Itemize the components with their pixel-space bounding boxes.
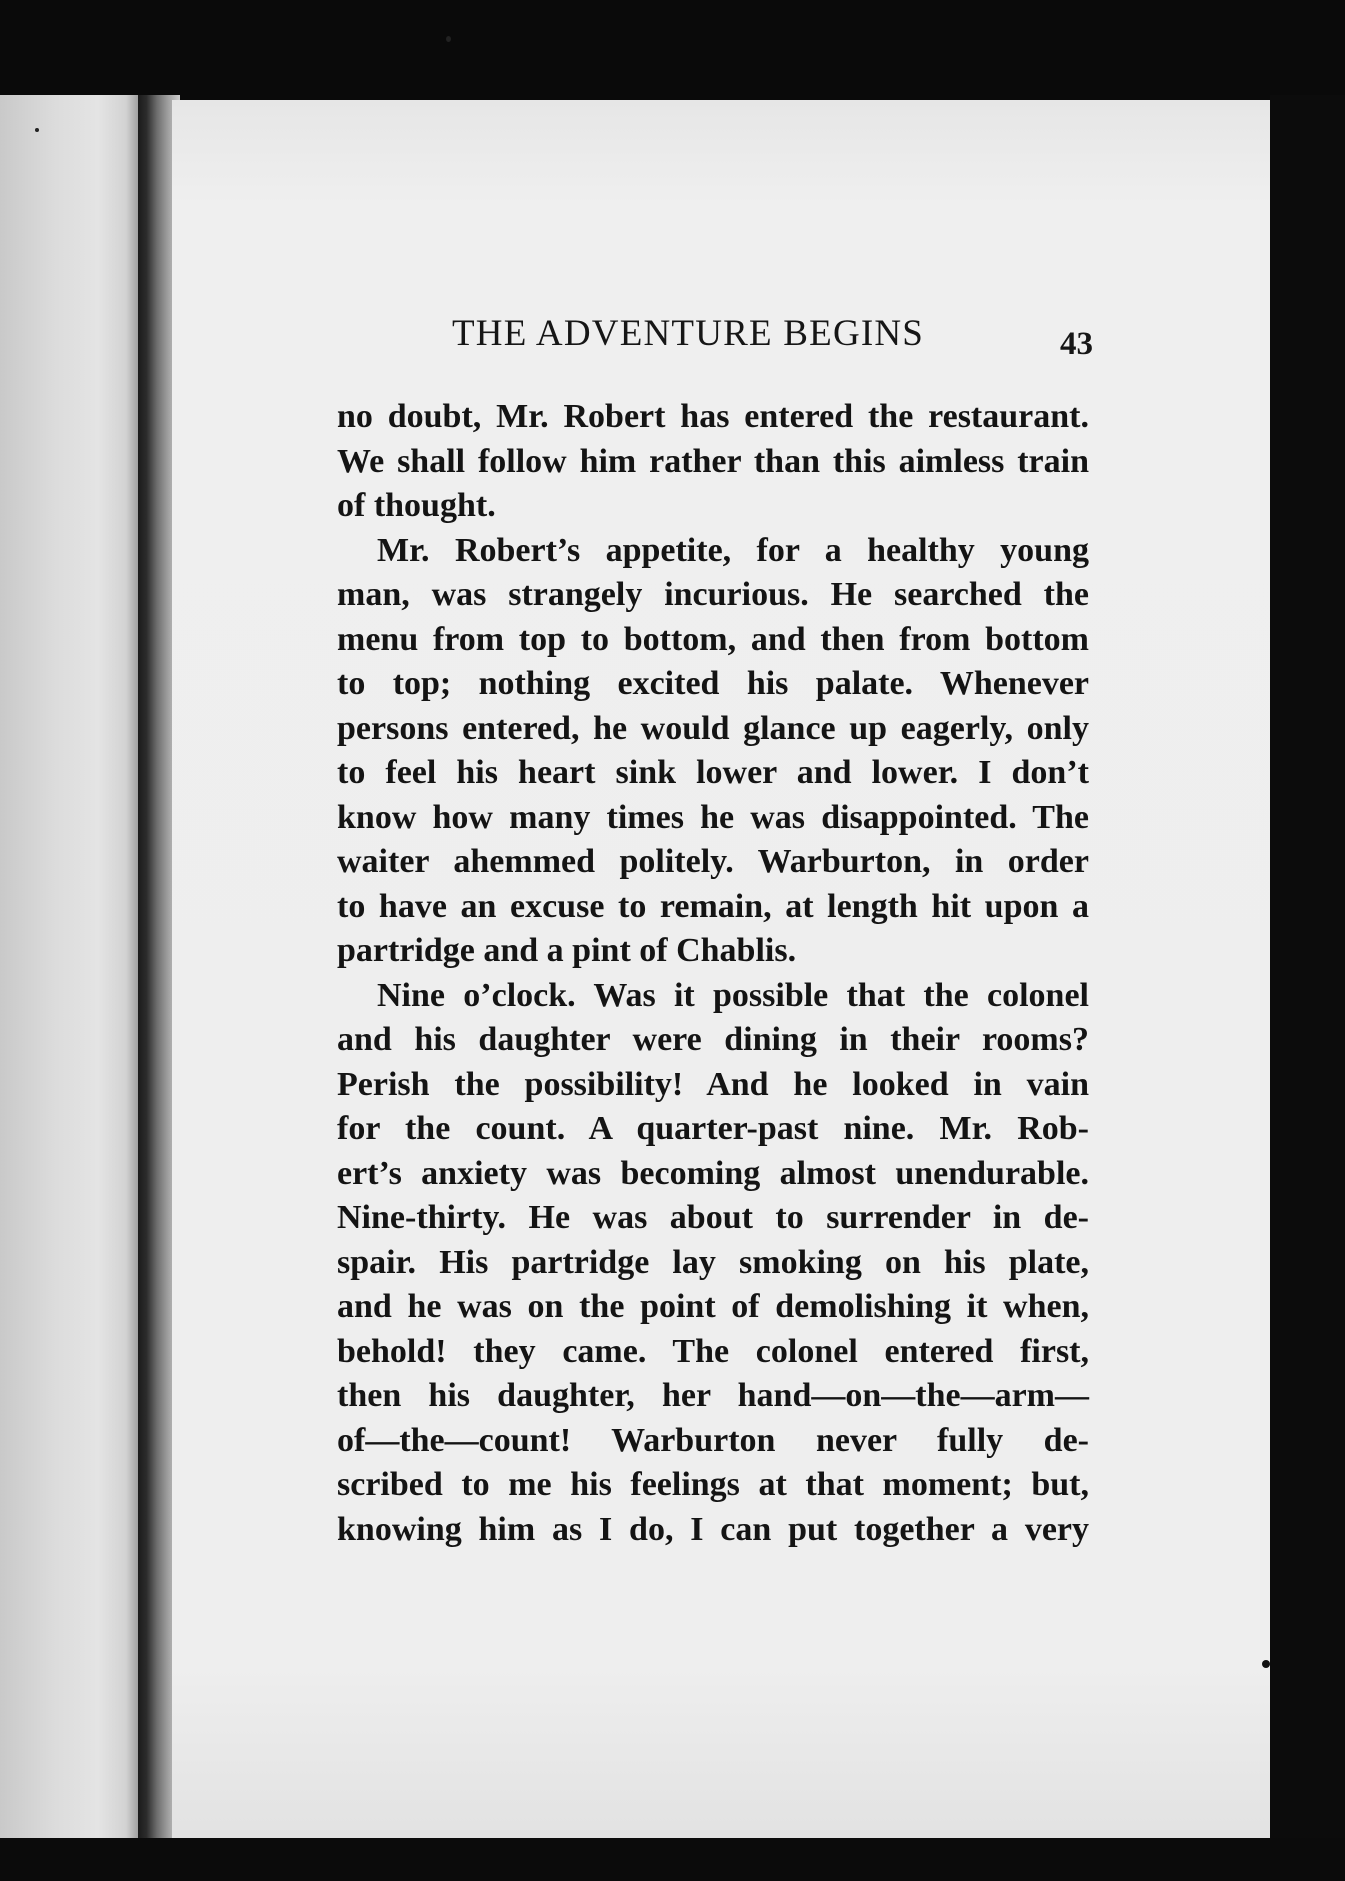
text-line: and he was on the point of demolishing it when, [337, 1288, 1089, 1325]
dust-speck [35, 128, 39, 132]
text-line: of thought. [337, 487, 496, 524]
text-line: for the count. A quarter-past nine. Mr. Rob- [337, 1110, 1089, 1147]
text-line: spair. His partridge lay smoking on his plate, [337, 1243, 1089, 1281]
text-line: to have an excuse to remain, at length hit upon a [337, 887, 1089, 925]
text-line: to top; nothing excited his palate. Whenever [337, 665, 1089, 702]
text-line: and his daughter were dining in their rooms? [337, 1021, 1089, 1058]
text-line: We shall follow him rather than this aimless train [337, 442, 1089, 480]
text-line: know how many times he was disappointed. The [337, 798, 1089, 836]
text-line: Perish the possibility! And he looked in vain [337, 1065, 1089, 1103]
dust-speck [1262, 1660, 1270, 1668]
text-line: ert’s anxiety was becoming almost unendurable. [337, 1154, 1089, 1192]
text-line: Mr. Robert’s appetite, for a healthy young [377, 531, 1089, 569]
body-text [337, 395, 1089, 1552]
text-line: man, was strangely incurious. He searched the [337, 576, 1089, 613]
text-line: to feel his heart sink lower and lower. I don’t [337, 754, 1089, 791]
text-line: Nine o’clock. Was it possible that the colonel [377, 976, 1089, 1014]
scan-bottom-margin [0, 1838, 1345, 1881]
text-line: behold! they came. The colonel entered first, [337, 1332, 1089, 1370]
text-line: persons entered, he would glance up eagerly, only [337, 709, 1089, 747]
scan-right-margin [1270, 95, 1345, 1881]
facing-page-edge [0, 95, 140, 1845]
text-line: then his daughter, her hand—on—the—arm— [337, 1377, 1089, 1414]
running-head: THE ADVENTURE BEGINS [452, 313, 925, 354]
text-line: of—the—count! Warburton never fully de- [337, 1421, 1089, 1459]
text-line: Nine-thirty. He was about to surrender in de- [337, 1199, 1089, 1236]
dust-speck [446, 36, 451, 42]
text-line: menu from top to bottom, and then from bottom [337, 620, 1089, 658]
text-line: partridge and a pint of Chablis. [337, 932, 797, 969]
text-line: scribed to me his feelings at that moment; but, [337, 1466, 1089, 1503]
page-number: 43 [1060, 326, 1093, 362]
scan-top-margin [0, 0, 1345, 100]
text-line: waiter ahemmed politely. Warburton, in order [337, 843, 1089, 880]
text-line: no doubt, Mr. Robert has entered the restaurant. [337, 398, 1089, 435]
text-line: knowing him as I do, I can put together a very [337, 1510, 1089, 1548]
